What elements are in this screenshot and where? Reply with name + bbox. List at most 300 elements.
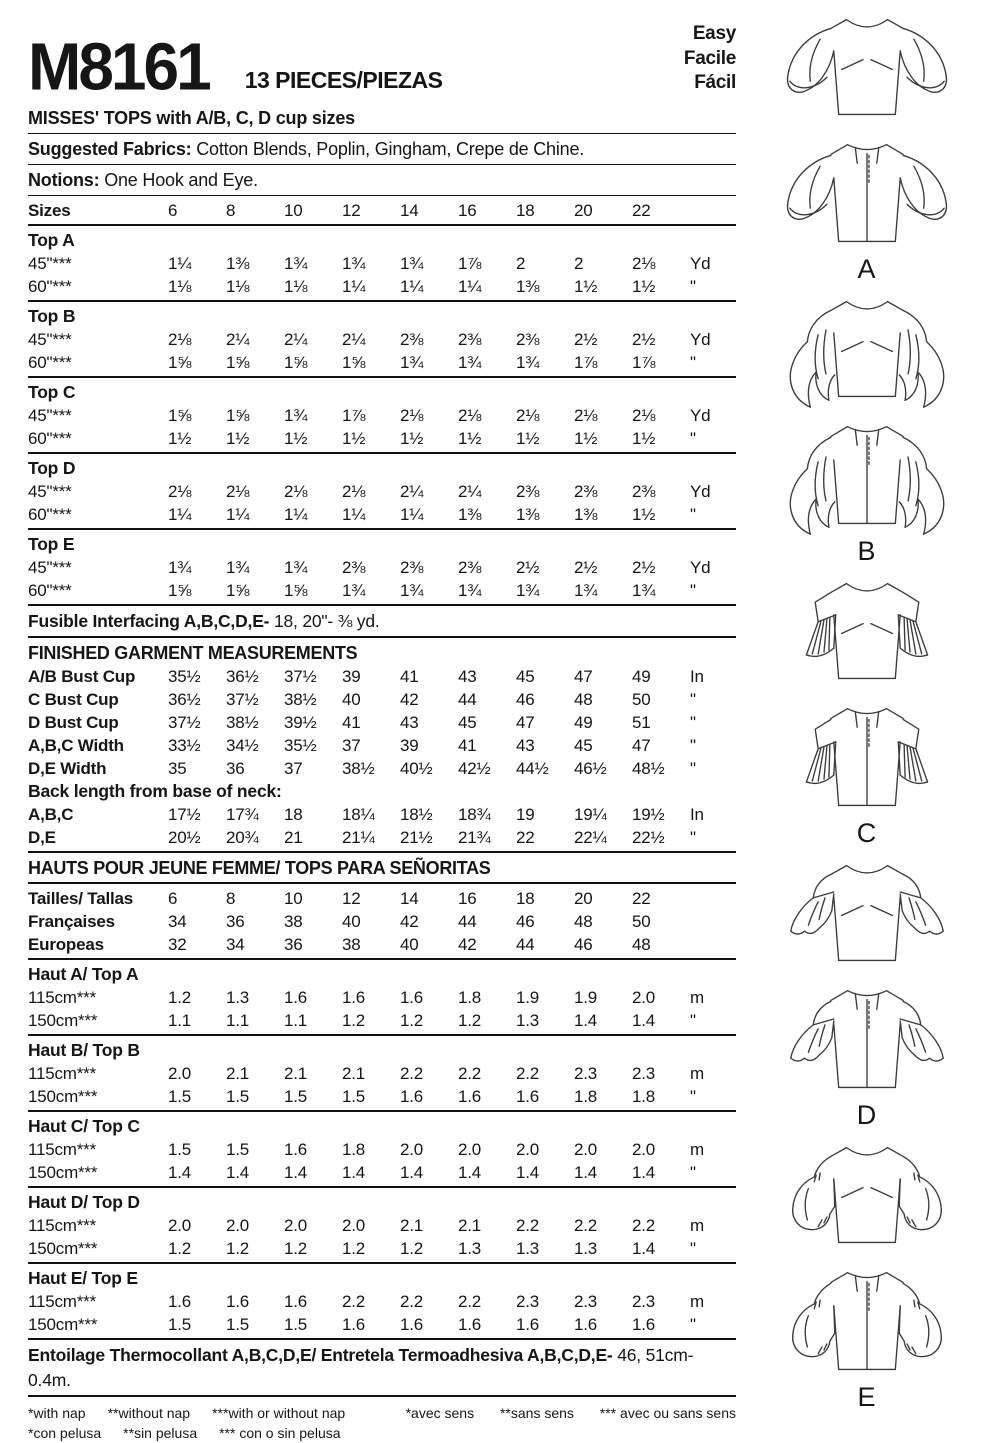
- cell-value: 8: [226, 201, 236, 220]
- cell-value: 2.2: [458, 1064, 482, 1083]
- measurement-panel: [28, 6, 736, 1443]
- cell-value: 18: [284, 805, 303, 824]
- footnote-con-pelusa: *con pelusa: [28, 1425, 102, 1441]
- cell-value: 2⅜: [458, 558, 482, 577]
- footnote-with-nap: *with nap: [28, 1405, 86, 1421]
- fusible-interfacing-note: [28, 609, 736, 634]
- cell-value: 1.6: [342, 1315, 366, 1334]
- cell-value: 1.2: [168, 1239, 192, 1258]
- metric-yardage-row: [28, 1085, 736, 1108]
- divider: [28, 882, 736, 884]
- unit-label: ": [690, 1163, 696, 1182]
- row-label: 45"***: [28, 482, 72, 501]
- unit-label: ": [690, 736, 696, 755]
- cell-value: 45: [574, 736, 593, 755]
- cell-value: 35½: [284, 736, 317, 755]
- cell-value: 2⅛: [342, 482, 366, 501]
- garment-letter-d: D: [856, 1100, 878, 1130]
- cell-value: 22¼: [574, 828, 607, 847]
- cell-value: 2.1: [342, 1064, 366, 1083]
- unit-label: m: [690, 1292, 704, 1311]
- garment-letter-a: A: [857, 254, 877, 284]
- cell-value: 2.2: [342, 1292, 366, 1311]
- cell-value: 1.3: [516, 1239, 540, 1258]
- cell-value: 2.3: [574, 1292, 598, 1311]
- divider: [28, 164, 736, 165]
- cell-value: 1.2: [400, 1011, 424, 1030]
- unit-label: ": [690, 759, 696, 778]
- cell-value: 36: [284, 935, 303, 954]
- sizes-header-row: [28, 199, 736, 222]
- cell-value: 1.2: [342, 1239, 366, 1258]
- cell-value: 1⅞: [342, 406, 366, 425]
- yardage-row: [28, 503, 736, 526]
- row-label: 150cm***: [28, 1087, 98, 1106]
- cell-value: 21: [284, 828, 303, 847]
- cell-value: 1½: [168, 429, 192, 448]
- cell-value: 1.4: [574, 1011, 598, 1030]
- unit-label: ": [690, 1239, 696, 1258]
- cell-value: 1.8: [342, 1140, 366, 1159]
- cell-value: 18¼: [342, 805, 375, 824]
- cell-value: 51: [632, 713, 651, 732]
- cell-value: 42: [400, 912, 419, 931]
- garment-a-back-drawing: [768, 131, 966, 258]
- unit-label: [690, 910, 736, 933]
- cell-value: 37: [342, 736, 361, 755]
- notions-line: [28, 168, 736, 193]
- footnote-avec-sens: *avec sens: [405, 1405, 475, 1421]
- cell-value: 2⅜: [574, 482, 598, 501]
- divider: [28, 1110, 736, 1112]
- international-size-row: [28, 910, 736, 933]
- cell-value: 18½: [400, 805, 433, 824]
- cell-value: 1½: [342, 429, 366, 448]
- yardage-row: [28, 427, 736, 450]
- unit-label: ": [690, 1315, 696, 1334]
- yardage-row: [28, 579, 736, 602]
- cell-value: 21¼: [342, 828, 375, 847]
- row-label: Sizes: [28, 201, 71, 220]
- cell-value: 38½: [226, 713, 259, 732]
- cell-value: 49: [632, 667, 651, 686]
- back-length-row: [28, 803, 736, 826]
- finished-measurement-row: [28, 688, 736, 711]
- unit-label: In: [690, 667, 704, 686]
- cell-value: 1¼: [284, 505, 308, 524]
- cell-value: 1.5: [226, 1315, 250, 1334]
- section-name: Top D: [28, 458, 76, 478]
- cell-value: 10: [284, 201, 303, 220]
- cell-value: 2⅛: [458, 406, 482, 425]
- cell-value: 1.6: [284, 988, 308, 1007]
- cell-value: 2.0: [284, 1216, 308, 1235]
- cell-value: 1.6: [458, 1087, 482, 1106]
- row-label: 115cm***: [28, 1064, 97, 1083]
- cell-value: 2⅜: [342, 558, 366, 577]
- cell-value: 34½: [226, 736, 259, 755]
- difficulty-facile: Facile: [683, 47, 736, 69]
- cell-value: 1.6: [284, 1292, 308, 1311]
- garment-letter-e: E: [857, 1382, 877, 1412]
- cell-value: 1¾: [574, 581, 598, 600]
- cell-value: 1⅝: [226, 581, 250, 600]
- cell-value: 16: [458, 889, 477, 908]
- row-label: 150cm***: [28, 1315, 98, 1334]
- metric-yardage-row: [28, 1009, 736, 1032]
- metric-yardage-row: [28, 1138, 736, 1161]
- entoilage-note: [28, 1343, 736, 1393]
- divider: [28, 452, 736, 454]
- unit-label: [690, 199, 736, 222]
- difficulty-labels: [684, 22, 736, 96]
- footnote-con-o-sin-pelusa: *** con o sin pelusa: [219, 1425, 341, 1441]
- cell-value: 1¾: [516, 353, 540, 372]
- cell-value: 6: [168, 201, 178, 220]
- garment-letter-c: C: [856, 818, 878, 848]
- cell-value: 1.6: [458, 1315, 482, 1334]
- cell-value: 38: [342, 935, 361, 954]
- cell-value: 20¾: [226, 828, 259, 847]
- cell-value: 2⅛: [574, 406, 598, 425]
- cell-value: 2.1: [400, 1216, 424, 1235]
- unit-label: m: [690, 1140, 704, 1159]
- divider: [28, 958, 736, 960]
- cell-value: 37½: [226, 690, 259, 709]
- cell-value: 1.6: [284, 1140, 308, 1159]
- entoilage-note-bold: Entoilage Thermocollant A,B,C,D,E/ Entretela Termoadhesiva A,B,C,D,E-: [28, 1345, 613, 1365]
- cell-value: 41: [342, 713, 361, 732]
- row-label: 115cm***: [28, 1292, 97, 1311]
- cell-value: 44: [458, 912, 477, 931]
- cell-value: 2.0: [168, 1064, 192, 1083]
- cell-value: 6: [168, 889, 178, 908]
- section-name: Top C: [28, 382, 76, 402]
- cell-value: 2⅜: [400, 558, 424, 577]
- cell-value: 1½: [458, 429, 482, 448]
- garment-c-front-drawing: [768, 568, 966, 695]
- cell-value: 1.4: [342, 1163, 366, 1182]
- yardage-row: [28, 404, 736, 427]
- cell-value: 1.6: [342, 988, 366, 1007]
- row-label: A/B Bust Cup: [28, 667, 136, 686]
- cell-value: 36½: [168, 690, 201, 709]
- yardage-row: [28, 275, 736, 298]
- unit-label: Yd: [690, 406, 711, 425]
- row-label: Tailles/ Tallas: [28, 889, 134, 908]
- cell-value: 1.6: [400, 988, 424, 1007]
- cell-value: 1.4: [632, 1011, 656, 1030]
- cell-value: 1⅝: [168, 406, 192, 425]
- cell-value: 2.0: [458, 1140, 482, 1159]
- cell-value: 2½: [632, 330, 656, 349]
- cell-value: 2.3: [574, 1064, 598, 1083]
- divider: [28, 1186, 736, 1188]
- garment-d-front-drawing: [768, 850, 966, 977]
- cell-value: 2.2: [516, 1064, 540, 1083]
- cell-value: 1¾: [400, 581, 424, 600]
- cell-value: 2½: [574, 558, 598, 577]
- entoilage-note-rest: 46, 51cm- 0.4m.: [28, 1345, 694, 1390]
- unit-label: Yd: [690, 482, 711, 501]
- cell-value: 1¾: [400, 353, 424, 372]
- metric-yardage-row: [28, 1237, 736, 1260]
- row-label: 45"***: [28, 406, 72, 425]
- cell-value: 43: [400, 713, 419, 732]
- cell-value: 22: [516, 828, 535, 847]
- unit-label: Yd: [690, 330, 711, 349]
- cell-value: 1.5: [168, 1087, 192, 1106]
- cell-value: 1⅜: [226, 254, 250, 273]
- cell-value: 20½: [168, 828, 201, 847]
- divider: [28, 376, 736, 378]
- row-label: Europeas: [28, 935, 104, 954]
- cell-value: 2¼: [400, 482, 424, 501]
- cell-value: 1½: [632, 505, 656, 524]
- unit-label: ": [690, 353, 696, 372]
- cell-value: 21½: [400, 828, 433, 847]
- row-label: C Bust Cup: [28, 690, 119, 709]
- cell-value: 2.2: [400, 1064, 424, 1083]
- metric-section-name: Haut B/ Top B: [28, 1040, 140, 1060]
- cell-value: 46½: [574, 759, 607, 778]
- international-size-row: [28, 933, 736, 956]
- cell-value: 45: [458, 713, 477, 732]
- cell-value: 34: [168, 912, 187, 931]
- cell-value: 1½: [632, 277, 656, 296]
- unit-label: [690, 933, 736, 956]
- cell-value: 46: [516, 912, 535, 931]
- row-label: 45"***: [28, 254, 72, 273]
- cell-value: 1.6: [516, 1315, 540, 1334]
- divider: [28, 1395, 736, 1397]
- cell-value: 36: [226, 759, 245, 778]
- cell-value: 1¼: [458, 277, 482, 296]
- unit-label: ": [690, 1087, 696, 1106]
- cell-value: 2.1: [226, 1064, 250, 1083]
- finished-measurement-row: [28, 757, 736, 780]
- cell-value: 1.5: [284, 1087, 308, 1106]
- cell-value: 10: [284, 889, 303, 908]
- cell-value: 2.2: [516, 1216, 540, 1235]
- cell-value: 1.6: [226, 1292, 250, 1311]
- cell-value: 49: [574, 713, 593, 732]
- cell-value: 40: [342, 912, 361, 931]
- divider: [28, 604, 736, 606]
- cell-value: 40½: [400, 759, 433, 778]
- page-title: MISSES' TOPS with A/B, C, D cup sizes: [28, 108, 355, 128]
- cell-value: 1½: [400, 429, 424, 448]
- cell-value: 19: [516, 805, 535, 824]
- cell-value: 2.3: [516, 1292, 540, 1311]
- cell-value: 1½: [632, 429, 656, 448]
- cell-value: 1⅝: [168, 581, 192, 600]
- cell-value: 38½: [342, 759, 375, 778]
- cell-value: 44: [458, 690, 477, 709]
- row-label: D,E Width: [28, 759, 107, 778]
- cell-value: 1.5: [168, 1315, 192, 1334]
- garment-e-back-drawing: [768, 1259, 966, 1386]
- cell-value: 37½: [284, 667, 317, 686]
- cell-value: 35½: [168, 667, 201, 686]
- cell-value: 1.2: [168, 988, 192, 1007]
- metric-section-name: Haut C/ Top C: [28, 1116, 140, 1136]
- section-name: Top E: [28, 534, 75, 554]
- unit-label: m: [690, 1064, 704, 1083]
- cell-value: 8: [226, 889, 236, 908]
- cell-value: 12: [342, 201, 361, 220]
- cell-value: 1¾: [342, 581, 366, 600]
- yardage-row: [28, 480, 736, 503]
- cell-value: 2.0: [632, 988, 656, 1007]
- cell-value: 2: [574, 254, 584, 273]
- cell-value: 17½: [168, 805, 201, 824]
- cell-value: 1.4: [574, 1163, 598, 1182]
- garment-group-a: [768, 4, 966, 286]
- cell-value: 46: [516, 690, 535, 709]
- cell-value: 1.1: [168, 1011, 192, 1030]
- cell-value: 34: [226, 935, 245, 954]
- notions-label: Notions:: [28, 170, 100, 190]
- cell-value: 42: [458, 935, 477, 954]
- cell-value: 2.0: [400, 1140, 424, 1159]
- cell-value: 40: [400, 935, 419, 954]
- cell-value: 1¾: [400, 254, 424, 273]
- cell-value: 47: [632, 736, 651, 755]
- garment-group-e: [768, 1132, 966, 1414]
- difficulty-easy: Easy: [692, 22, 736, 44]
- cell-value: 1.5: [284, 1315, 308, 1334]
- cell-value: 1.9: [516, 988, 540, 1007]
- cell-value: 20: [574, 201, 593, 220]
- back-length-heading: Back length from base of neck:: [28, 781, 282, 801]
- cell-value: 1⅜: [574, 505, 598, 524]
- cell-value: 14: [400, 889, 419, 908]
- foreign-language-heading: HAUTS POUR JEUNE FEMME/ TOPS PARA SEÑORITAS: [28, 858, 491, 878]
- pattern-number: M8161: [28, 29, 209, 105]
- cell-value: 38½: [284, 690, 317, 709]
- cell-value: 2½: [574, 330, 598, 349]
- unit-label: In: [690, 805, 704, 824]
- cell-value: 41: [400, 667, 419, 686]
- unit-label: Yd: [690, 558, 711, 577]
- finished-measurement-row: [28, 711, 736, 734]
- cell-value: 2.1: [284, 1064, 308, 1083]
- metric-yardage-row: [28, 1214, 736, 1237]
- cell-value: 1.6: [168, 1292, 192, 1311]
- cell-value: 1⅝: [168, 353, 192, 372]
- cell-value: 35: [168, 759, 187, 778]
- row-label: 150cm***: [28, 1239, 98, 1258]
- cell-value: 36½: [226, 667, 259, 686]
- cell-value: 2.3: [632, 1292, 656, 1311]
- cell-value: 1½: [516, 429, 540, 448]
- metric-section-name: Haut A/ Top A: [28, 964, 139, 984]
- cell-value: 18: [516, 889, 535, 908]
- divider: [28, 636, 736, 638]
- unit-label: ": [690, 429, 696, 448]
- cell-value: 1.8: [458, 988, 482, 1007]
- unit-label: ": [690, 690, 696, 709]
- cell-value: 2⅛: [168, 482, 192, 501]
- cell-value: 12: [342, 889, 361, 908]
- divider: [28, 133, 736, 134]
- cell-value: 1.8: [632, 1087, 656, 1106]
- cell-value: 1¾: [516, 581, 540, 600]
- cell-value: 1¾: [458, 353, 482, 372]
- unit-label: ": [690, 828, 696, 847]
- cell-value: 1.5: [342, 1087, 366, 1106]
- cell-value: 47: [516, 713, 535, 732]
- garment-letter-b: B: [857, 536, 877, 566]
- cell-value: 2¼: [342, 330, 366, 349]
- cell-value: 1⅝: [284, 353, 308, 372]
- cell-value: 1.2: [400, 1239, 424, 1258]
- garment-group-c: [768, 568, 966, 850]
- cell-value: 1.4: [458, 1163, 482, 1182]
- cell-value: 1.5: [226, 1140, 250, 1159]
- cell-value: 2.0: [632, 1140, 656, 1159]
- cell-value: 2.2: [458, 1292, 482, 1311]
- garment-group-d: [768, 850, 966, 1132]
- cell-value: 1½: [284, 429, 308, 448]
- cell-value: 1.4: [632, 1163, 656, 1182]
- cell-value: 1¼: [226, 505, 250, 524]
- garment-b-back-drawing: [768, 413, 966, 540]
- cell-value: 2: [516, 254, 526, 273]
- cell-value: 1¼: [400, 277, 424, 296]
- cell-value: 2⅜: [516, 482, 540, 501]
- fusible-interfacing-note-rest: 18, 20"- ⅜ yd.: [269, 611, 380, 631]
- cell-value: 46: [574, 935, 593, 954]
- divider: [28, 300, 736, 302]
- cell-value: 2.2: [400, 1292, 424, 1311]
- cell-value: 19¼: [574, 805, 607, 824]
- notions-text: One Hook and Eye.: [99, 170, 258, 190]
- cell-value: 2¼: [226, 330, 250, 349]
- metric-yardage-row: [28, 1290, 736, 1313]
- cell-value: 1⅛: [226, 277, 250, 296]
- metric-yardage-row: [28, 986, 736, 1009]
- cell-value: 40: [342, 690, 361, 709]
- pieces-count: 13 PIECES/PIEZAS: [244, 67, 443, 93]
- cell-value: 48: [632, 935, 651, 954]
- cell-value: 1⅛: [168, 277, 192, 296]
- cell-value: 16: [458, 201, 477, 220]
- cell-value: 1¾: [458, 581, 482, 600]
- cell-value: 1.3: [226, 988, 250, 1007]
- cell-value: 1.6: [400, 1087, 424, 1106]
- row-label: 60"***: [28, 505, 72, 524]
- cell-value: 1⅞: [632, 353, 656, 372]
- cell-value: 42: [400, 690, 419, 709]
- cell-value: 1¼: [342, 505, 366, 524]
- cell-value: 1⅛: [284, 277, 308, 296]
- footnote-french: [406, 1403, 736, 1423]
- divider: [28, 1338, 736, 1340]
- cell-value: 1⅝: [226, 406, 250, 425]
- cell-value: 2.3: [632, 1064, 656, 1083]
- cell-value: 1⅝: [226, 353, 250, 372]
- row-label: 115cm***: [28, 988, 97, 1007]
- row-label: 115cm***: [28, 1140, 97, 1159]
- cell-value: 48½: [632, 759, 665, 778]
- unit-label: ": [690, 277, 696, 296]
- garment-group-b: [768, 286, 966, 568]
- metric-yardage-row: [28, 1062, 736, 1085]
- cell-value: 1.4: [284, 1163, 308, 1182]
- row-label: 60"***: [28, 581, 72, 600]
